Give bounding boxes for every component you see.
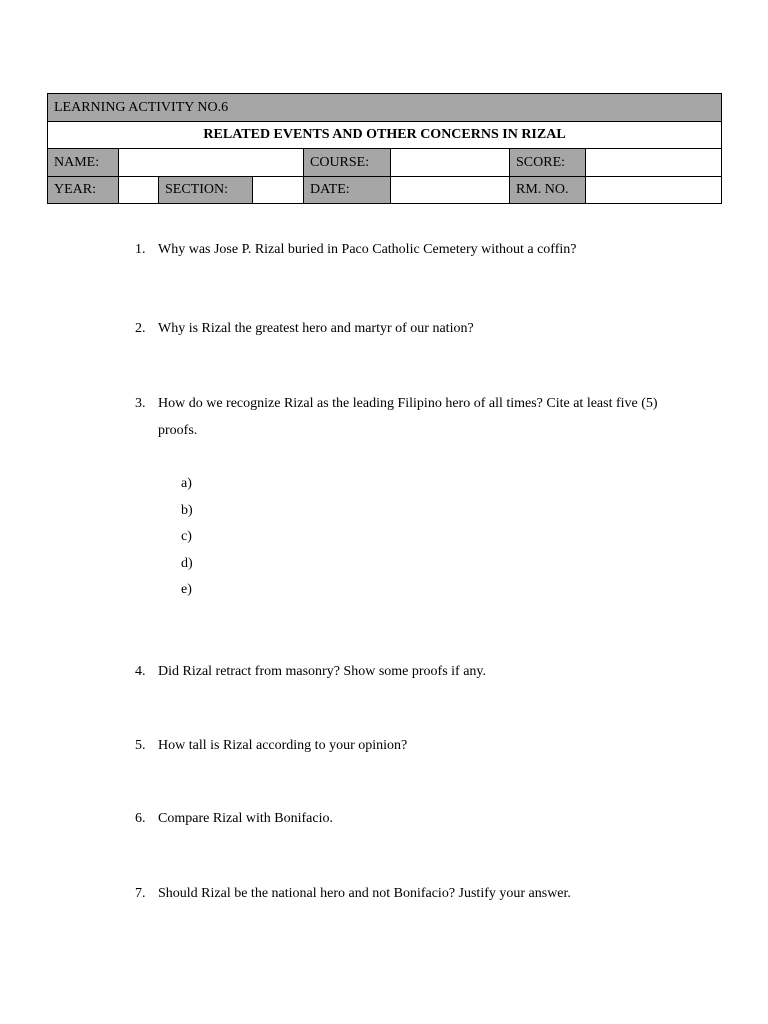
year-label: YEAR: xyxy=(48,177,119,204)
question-number: 4. xyxy=(135,664,146,679)
room-number-label: RM. NO. xyxy=(510,177,586,204)
question-text: Why was Jose P. Rizal buried in Paco Catholic Cemetery without a coffin? xyxy=(158,242,577,257)
question-number: 6. xyxy=(135,811,146,826)
proof-item: d) xyxy=(181,555,193,571)
score-label: SCORE: xyxy=(510,149,586,177)
question-number: 5. xyxy=(135,738,146,753)
section-label: SECTION: xyxy=(159,177,253,204)
question-number: 1. xyxy=(135,242,146,257)
date-field[interactable] xyxy=(391,177,510,204)
question-number: 3. xyxy=(135,396,146,411)
course-field[interactable] xyxy=(391,149,510,177)
question-text: Did Rizal retract from masonry? Show some proofs if any. xyxy=(158,664,487,679)
score-field[interactable] xyxy=(586,149,722,177)
question-7 xyxy=(135,880,695,907)
question-text: How do we recognize Rizal as the leading Filipino hero of all times? Cite at least five (5) proofs. xyxy=(158,396,658,438)
proof-list xyxy=(181,471,193,604)
question-number: 7. xyxy=(135,886,146,901)
proof-item: c) xyxy=(181,529,192,544)
section-field[interactable] xyxy=(253,177,304,204)
question-2 xyxy=(135,315,695,342)
worksheet-title: RELATED EVENTS AND OTHER CONCERNS IN RIZAL xyxy=(48,122,722,149)
question-text: Should Rizal be the national hero and not Bonifacio? Justify your answer. xyxy=(158,886,571,901)
proof-item: b) xyxy=(181,502,193,518)
year-field[interactable] xyxy=(119,177,159,204)
course-label: COURSE: xyxy=(304,149,391,177)
question-text: Compare Rizal with Bonifacio. xyxy=(158,811,333,826)
room-number-field[interactable] xyxy=(586,177,722,204)
question-number: 2. xyxy=(135,321,146,336)
name-label: NAME: xyxy=(48,149,119,177)
question-3 xyxy=(135,390,695,444)
question-1 xyxy=(135,236,695,263)
proof-item: a) xyxy=(181,476,192,491)
question-text: How tall is Rizal according to your opinion? xyxy=(158,738,408,753)
proof-item: e) xyxy=(181,582,192,597)
question-text: Why is Rizal the greatest hero and martyr of our nation? xyxy=(158,321,474,336)
date-label: DATE: xyxy=(304,177,391,204)
activity-number: LEARNING ACTIVITY NO.6 xyxy=(48,94,722,122)
question-5 xyxy=(135,732,695,759)
name-field[interactable] xyxy=(119,149,304,177)
question-6 xyxy=(135,805,695,832)
question-4 xyxy=(135,658,695,685)
header-table xyxy=(47,93,722,204)
